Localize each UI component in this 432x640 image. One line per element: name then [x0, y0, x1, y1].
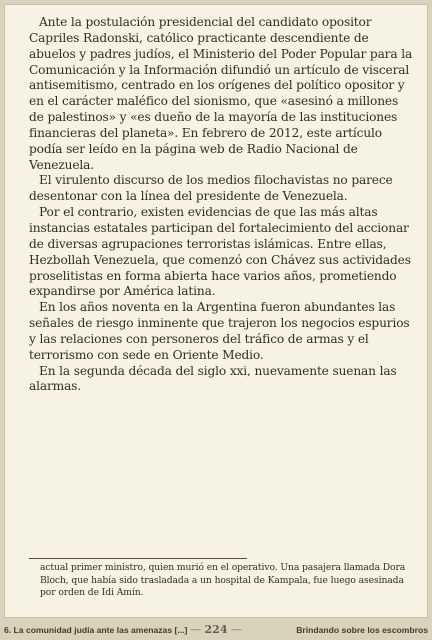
- footnote-divider: [29, 558, 247, 559]
- body-text: [29, 15, 413, 395]
- page-footer: [0, 622, 432, 640]
- paragraph-5: En la segunda década del siglo xxi, nuevamente suenan las alarmas.: [29, 363, 397, 394]
- paragraph-4: En los años noventa en la Argentina fueron abundantes las señales de riesgo inminente que trajeron los negocios espurios y las relaciones con personeros del tráfico de armas y el terrorismo con sede en Oriente Medio.: [29, 300, 410, 362]
- paragraph-1: Ante la postulación presidencial del candidato opositor Capriles Radonski, católico practicante descendiente de abuelos y padres judíos, el Ministerio del Poder Popular para la Comunicación y la Información difundió un artículo de visceral antisemitismo, centrado en los orígenes del político opositor y en el carácter maléfico del sionismo, que «asesinó a millones de palestinos» y «es dueño de la mayoría de las instituciones financieras del planeta». En febrero de 2012, este artículo podía ser leído en la página web de Radio Nacional de Venezuela.: [29, 15, 413, 172]
- book-page: [4, 4, 428, 618]
- page-number: 224: [204, 623, 228, 636]
- paragraph-2: El virulento discurso de los medios filochavistas no parece desentonar con la línea del presidente de Venezuela.: [29, 173, 393, 204]
- dash-left-icon: —: [190, 623, 205, 636]
- footnote: actual primer ministro, quien murió en el operativo. Una pasajera llamada Dora Bloch, que había sido trasladada a un hospital de Kampala, fue luego asesinada por orden de Idi Amín.: [40, 562, 406, 599]
- footer-chapter-title: 6. La comunidad judía ante las amenazas [...]: [4, 625, 188, 635]
- footer-page-number-block: [186, 623, 246, 636]
- footer-book-title: Brindando sobre los escombros: [296, 625, 428, 635]
- dash-right-icon: —: [227, 623, 242, 636]
- paragraph-3: Por el contrario, existen evidencias de que las más altas instancias estatales participan del fortalecimiento del accionar de diversas agrupaciones terroristas islámicas. Entre ellas, Hezbollah Venezuela, que comenzó con Chávez sus actividades proselitistas en forma abierta hace varios años, prometiendo expandirse por América latina.: [29, 205, 411, 299]
